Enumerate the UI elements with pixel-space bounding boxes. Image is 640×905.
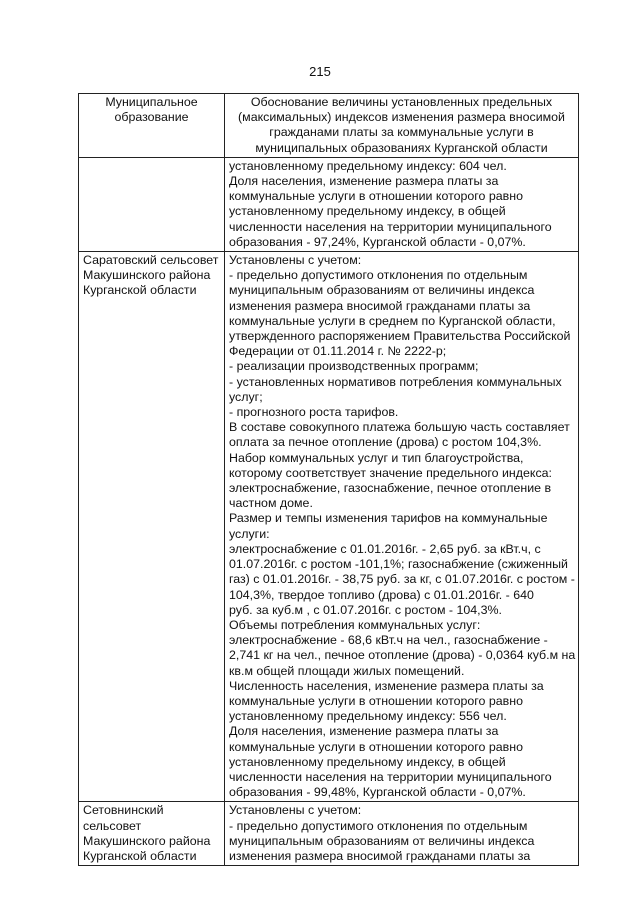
justification-line: Размер и темпы изменения тарифов на коммунальные: [229, 511, 548, 526]
justification-line: электроснабжение с 01.01.2016г. - 2,65 руб. за кВт.ч, с: [229, 541, 541, 556]
header-line: Обоснование величины установленных предельных: [250, 95, 553, 109]
table-header-row: [79, 94, 579, 158]
header-line: гражданами платы за коммунальные услуги в: [269, 125, 534, 140]
justification-line: коммунальные услуги в среднем по Курганской области,: [229, 313, 556, 328]
justification-line: руб. за куб.м , с 01.07.2016г. с ростом - 104,3%.: [229, 602, 502, 617]
municipality-line: Курганской области: [83, 848, 197, 863]
justification-line: - реализации производственных программ;: [229, 359, 479, 374]
justification-line: Федерации от 01.11.2014 г. № 2222-р;: [229, 344, 447, 359]
justification-line: Доля населения, изменение размера платы за: [229, 174, 499, 189]
page-number: 215: [309, 64, 331, 79]
justification-line: муниципальным образованиям от величины индекса: [229, 283, 535, 298]
justification-line: муниципальным образованиям от величины индекса: [229, 833, 535, 848]
municipality-line: Курганской области: [83, 283, 197, 298]
justification-line: - предельно допустимого отклонения по отдельным: [229, 818, 528, 833]
header-line: муниципальных образованиях Курганской области: [255, 140, 548, 155]
justification-line: установленному предельному индексу, в общей: [229, 204, 506, 219]
justification-line: кв.м общей площади жилых помещений.: [229, 663, 465, 678]
justification-line: изменения размера вносимой гражданами платы за: [229, 848, 531, 863]
municipality-line: Макушинского района: [83, 833, 211, 848]
municipality-cell: [79, 802, 225, 866]
municipality-line: Саратовский сельсовет: [83, 253, 219, 268]
justification-cell: [225, 252, 579, 802]
municipality-line: Сетовнинский: [83, 803, 164, 818]
justification-line: Численность населения, изменение размера платы за: [229, 678, 544, 693]
municipal-index-table: [78, 93, 579, 866]
justification-line: оплата за печное отопление (дрова) с ростом 104,3%.: [229, 435, 542, 450]
justification-line: численности населения на территории муниципального: [229, 769, 552, 784]
justification-line: частном доме.: [229, 496, 313, 511]
justification-line: Объемы потребления коммунальных услуг:: [229, 617, 481, 632]
header-line: (максимальных) индексов изменения размера вносимой: [238, 110, 565, 125]
justification-line: образования - 99,48%, Курганской области - 0,07%.: [229, 785, 526, 800]
justification-line: - установленных нормативов потребления коммунальных: [229, 374, 562, 389]
justification-line: - предельно допустимого отклонения по отдельным: [229, 268, 528, 283]
justification-line: которому соответствует значение предельного индекса:: [229, 465, 552, 480]
municipality-cell: [79, 157, 225, 251]
municipality-line: сельсовет: [83, 818, 142, 833]
justification-line: Набор коммунальных услуг и тип благоустройства,: [229, 450, 524, 465]
justification-line: Доля населения, изменение размера платы за: [229, 724, 499, 739]
justification-line: изменения размера вносимой гражданами платы за: [229, 298, 531, 313]
justification-line: коммунальные услуги в отношении которого равно: [229, 739, 523, 754]
justification-line: электроснабжение - 68,6 кВт.ч на чел., газоснабжение -: [229, 633, 548, 648]
justification-line: образования - 97,24%, Курганской области - 0,07%.: [229, 234, 526, 249]
table-row: [79, 802, 579, 866]
justification-line: численности населения на территории муниципального: [229, 219, 552, 234]
justification-line: услуг;: [229, 389, 263, 404]
justification-line: электроснабжение, газоснабжение, печное отопление в: [229, 481, 552, 496]
justification-line: коммунальные услуги в отношении которого равно: [229, 189, 523, 204]
justification-line: установленному предельному индексу: 556 чел.: [229, 709, 507, 724]
justification-cell: [225, 802, 579, 866]
justification-line: установленному предельному индексу: 604 чел.: [229, 158, 507, 173]
justification-line: 2,741 кг на чел., печное отопление (дрова) - 0,0364 куб.м на: [229, 648, 576, 663]
justification-line: Установлены с учетом:: [229, 803, 362, 818]
justification-line: 01.07.2016г. с ростом -101,1%; газоснабжение (сжиженный: [229, 557, 568, 572]
header-line: Муниципальное: [105, 95, 198, 109]
header-municipality: [79, 94, 225, 158]
justification-line: Установлены с учетом:: [229, 253, 362, 268]
municipality-cell: [79, 252, 225, 802]
table-row: [79, 252, 579, 802]
justification-line: коммунальные услуги в отношении которого равно: [229, 693, 523, 708]
header-justification: [225, 94, 579, 158]
justification-line: 104,3%, твердое топливо (дрова) с 01.01.2016г. - 640: [229, 587, 534, 602]
header-line: образование: [114, 110, 189, 125]
table-body: [79, 157, 579, 865]
table-row: [79, 157, 579, 251]
justification-line: газ) с 01.01.2016г. - 38,75 руб. за кг, с 01.07.2016г. с ростом -: [229, 572, 575, 587]
justification-line: установленному предельному индексу, в общей: [229, 754, 506, 769]
justification-line: услуги:: [229, 526, 270, 541]
justification-cell: [225, 157, 579, 251]
justification-line: - прогнозного роста тарифов.: [229, 405, 399, 420]
justification-line: утвержденного распоряжением Правительства Российской: [229, 329, 571, 344]
municipality-line: Макушинского района: [83, 268, 211, 283]
justification-line: В составе совокупного платежа большую часть составляет: [229, 420, 570, 435]
